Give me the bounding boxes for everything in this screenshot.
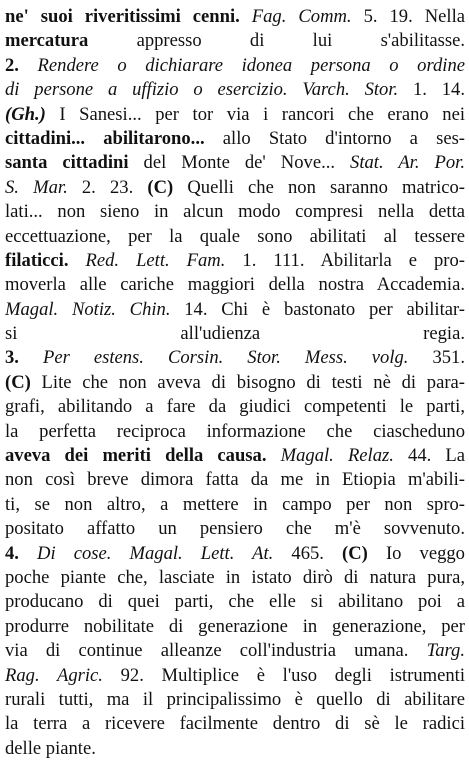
text-run: santa cittadini [5,152,129,174]
text-run: 351. [408,347,465,369]
text-run: producano di quei parti, che elle si abilitano poi a [5,591,465,613]
text-line [5,688,465,712]
text-run: allo Stato d'intorno a ses- [204,127,466,149]
text-line [5,176,465,200]
text-run: la terra a ricevere facilmente dentro di sè le radici [5,713,465,735]
text-line [5,590,465,614]
text-run: 4. [5,542,19,564]
text-line [5,151,465,175]
text-line [5,395,465,419]
text-line [5,517,465,541]
text-line [5,542,465,566]
text-line [5,54,465,78]
text-line [5,468,465,492]
text-run [19,543,37,564]
text-run: Rendere o dichiarare idonea persona o ordine [37,54,465,76]
text-run: cittadini... abilitarono... [5,127,205,149]
text-line [5,298,465,322]
text-line [5,664,465,688]
text-line [5,444,465,468]
text-run: mercatura [5,30,89,52]
text-line [5,712,465,736]
text-line [5,78,465,102]
text-line [5,127,465,151]
text-run: appresso di lui s'abilitasse. [88,30,465,52]
text-run: Rag. Agric. [5,664,103,686]
text-run [267,445,281,466]
text-run: positato affatto un pensiero che m'è sovvenuto. [5,518,465,540]
text-run: Per estens. [42,347,144,369]
text-run: via di continue alleanze coll'industria umana. [5,640,427,662]
text-run: aveva dei meriti della causa. [5,445,267,467]
dictionary-entry-text [5,5,465,761]
text-run [240,6,252,27]
text-run: la perfetta reciproca informazione che ciascheduno [5,420,465,442]
text-run: (C) [342,542,368,564]
text-line [5,639,465,663]
text-run [144,347,168,368]
text-run [288,79,303,100]
text-run: 2. [5,54,19,76]
text-line [5,5,465,29]
text-run: Di cose. [37,542,112,564]
text-run: (C) [5,371,31,393]
text-line [5,371,465,395]
text-run: Varch. Stor. [302,79,399,101]
text-run: delle piante. [5,737,96,759]
text-line [5,249,465,273]
text-line [5,420,465,444]
text-run: Magal. Lett. At. [129,542,274,564]
text-run [69,250,86,271]
text-run: 2. 23. [67,176,148,198]
text-run: 1. 111. Abilitarla e pro- [225,249,465,271]
text-run: 14. Chi è bastonato per abilitar- [170,298,465,320]
text-run: I Sanesi... per tor via i rancori che erano nei [45,103,465,125]
text-run: 92. Multiplice è l'uso degli istrumenti [102,664,465,686]
text-run: 3. [5,347,19,369]
text-run: 5. 19. Nella [351,6,465,27]
text-run: S. Mar. [5,176,68,198]
text-line [5,225,465,249]
text-run: moverla alle cariche maggiori della nostra Accademia. [5,274,465,296]
text-run: si all'udienza regia. [5,323,465,345]
text-run: lati... non sieno in alcun modo compresi nella detta [5,201,465,223]
text-run: 44. La [393,445,465,467]
text-line [5,103,465,127]
text-run: Magal. Notiz. Chin. [5,298,171,320]
text-run: Targ. [426,640,465,662]
text-run: Stat. Ar. Por. [350,152,466,174]
text-line [5,615,465,639]
text-run: ne' suoi riveritissimi cenni. [5,6,240,27]
text-run: 465. [273,542,343,564]
text-run: eccettuazione, per la quale sono abilitati al tessere [5,225,465,247]
text-run [19,347,43,368]
text-run [111,543,129,564]
text-line [5,566,465,590]
text-run: Lite che non aveva di bisogno di testi nè di para- [30,371,465,393]
text-line [5,737,465,761]
text-run: rurali tutti, ma il principalissimo è quello di abilitare [5,688,465,710]
text-line [5,346,465,370]
text-run: del Monte de' Nove... [128,152,351,174]
text-run: poche piante che, lasciate in istato dirò di natura pura, [5,566,465,588]
text-run: grafi, abilitando a fare da giudici competenti le parti, [5,396,465,418]
text-line [5,322,465,346]
text-run: Red. Lett. Fam. [85,249,226,271]
text-run: Io veggo [367,542,465,564]
text-run: Magal. Relaz. [280,445,394,467]
text-line [5,273,465,297]
text-run: non così breve dimora fatta da me in Etiopia m'abili- [5,469,465,491]
text-run: produrre nobilitate di generazione in generazione, per [5,615,465,637]
text-run: Corsin. Stor. Mess. volg. [167,347,409,369]
text-run: Quelli che non saranno matrico- [173,176,466,198]
text-run: (C) [147,176,174,198]
text-line [5,29,465,53]
text-run: di persone a uffizio o esercizio. [5,79,288,101]
text-run: 1. 14. [398,79,466,101]
text-run [19,55,38,76]
text-run: (Gh.) [5,103,46,125]
text-line [5,200,465,224]
text-run: ti, se non altro, a mettere in campo per non spro- [5,493,465,515]
text-run: Fag. Comm. [251,6,352,27]
text-line [5,493,465,517]
text-run: filaticci. [5,249,69,271]
